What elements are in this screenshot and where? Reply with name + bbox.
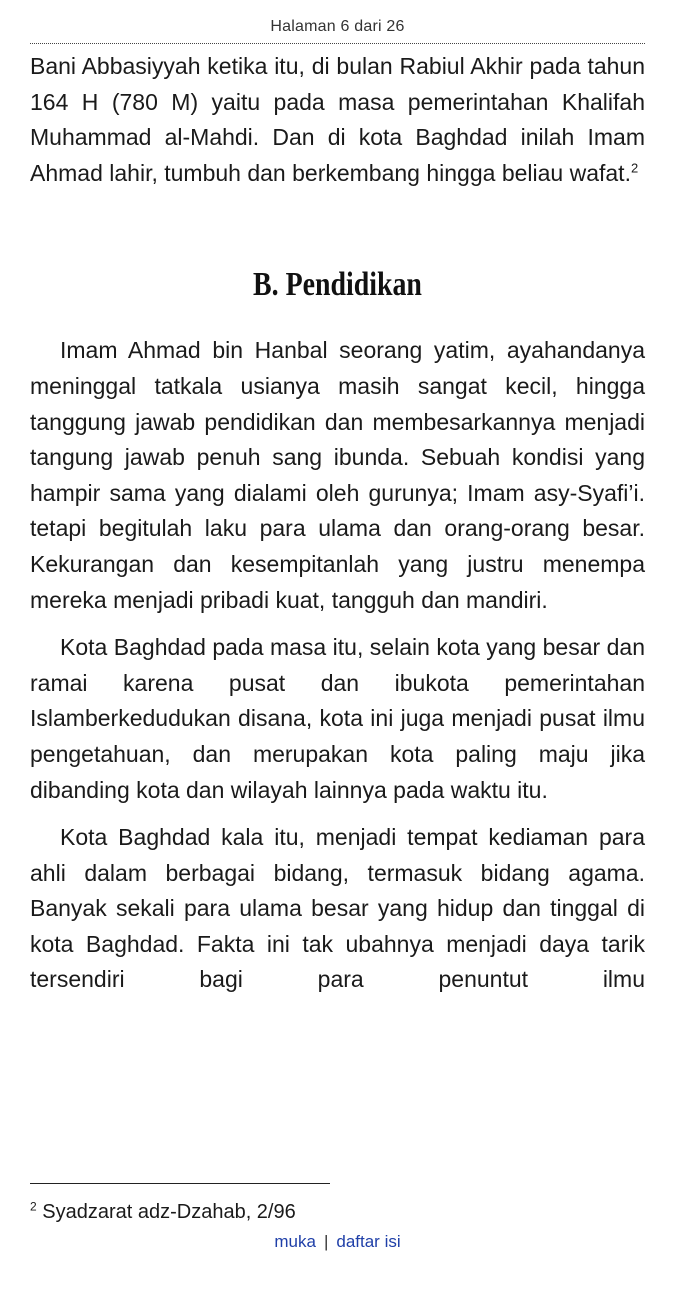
header-divider bbox=[30, 43, 645, 44]
footnote-number: 2 bbox=[30, 1199, 37, 1214]
body-paragraph: Kota Baghdad pada masa itu, selain kota yang besar dan ramai karena pusat dan ibukota pemerintahan Islamberkedudukan disana, kota ini juga menjadi pusat ilmu pengetahuan, dan merupakan kota paling maju jika dibanding kota dan wilayah lainnya pada waktu itu. bbox=[30, 634, 645, 803]
footnote-reference[interactable]: 2 bbox=[630, 160, 639, 176]
intro-paragraph bbox=[30, 49, 645, 191]
table-of-contents-link[interactable]: daftar isi bbox=[336, 1232, 401, 1251]
footnote-text: Syadzarat adz-Dzahab, 2/96 bbox=[42, 1201, 296, 1223]
section-title: B. Pendidikan bbox=[253, 266, 422, 304]
page-content bbox=[30, 49, 645, 998]
page-navigation bbox=[0, 1230, 675, 1254]
footnote bbox=[30, 1198, 296, 1226]
intro-paragraph-text: Bani Abbasiyyah ketika itu, di bulan Rabiul Akhir pada tahun 164 H (780 M) yaitu pada masa pemerintahan Khalifah Muhammad al-Mahdi. Dan di kota Baghdad inilah Imam Ahmad lahir, tumbuh dan berkembang hingga beliau wafat. bbox=[30, 53, 645, 186]
body-paragraph: Imam Ahmad bin Hanbal seorang yatim, ayahandanya meninggal tatkala usianya masih sangat kecil, hingga tanggung jawab pendidikan dan membesarkannya menjadi tangung jawab penuh sang ibunda. Sebuah kondisi yang hampir sama yang dialami oleh gurunya; Imam asy-Syafi’i. tetapi begitulah laku para ulama dan orang-orang besar. Kekurangan dan kesempitanlah yang justru menempa mereka menjadi pribadi kuat, tangguh dan mandiri. bbox=[30, 337, 645, 613]
home-link[interactable]: muka bbox=[274, 1232, 316, 1251]
footnote-divider bbox=[30, 1183, 330, 1184]
nav-separator: | bbox=[323, 1232, 329, 1251]
page-number-header: Halaman 6 dari 26 bbox=[270, 18, 405, 35]
body-paragraph: Kota Baghdad kala itu, menjadi tempat kediaman para ahli dalam berbagai bidang, termasuk bidang agama. Banyak sekali para ulama besar yang hidup dan tinggal di kota Baghdad. Fakta ini tak ubahnya menjadi daya tarik tersendiri bagi para penuntut ilmu bbox=[30, 824, 645, 993]
